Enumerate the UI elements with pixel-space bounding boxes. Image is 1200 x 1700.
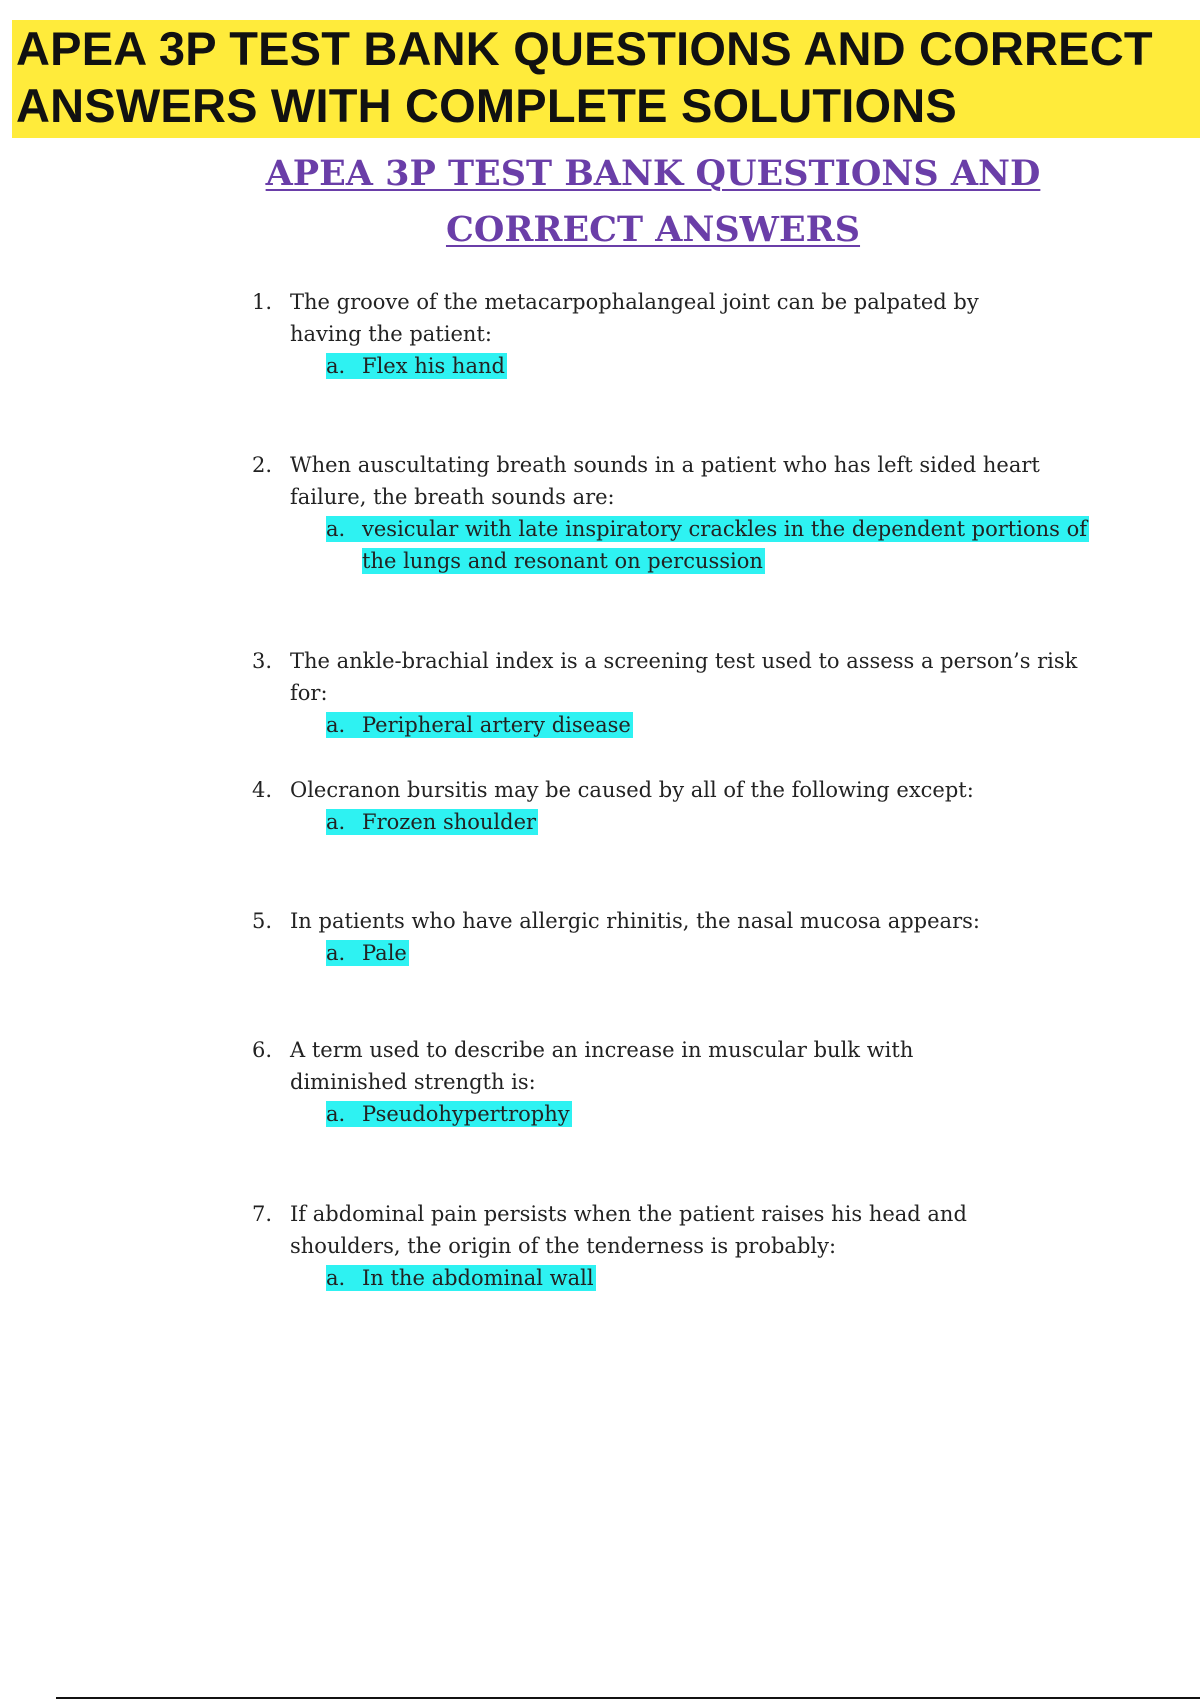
answer-letter: a. [326, 713, 346, 737]
document-title-line-1: APEA 3P TEST BANK QUESTIONS AND [265, 153, 1041, 194]
document-title [0, 146, 1200, 258]
answer-option [326, 513, 1102, 577]
footer-rule [56, 1697, 1200, 1699]
question-number: 2. [252, 453, 273, 477]
question-item [252, 1034, 1112, 1130]
question-text: A term used to describe an increase in muscular bulk with diminished strength is: [290, 1038, 914, 1094]
answer-letter: a. [326, 354, 346, 378]
question-item [252, 905, 1112, 969]
question-item [252, 1198, 1112, 1294]
answer-text: In the abdominal wall [362, 1266, 594, 1290]
answer-text: Pale [362, 941, 407, 965]
header-banner [12, 20, 1200, 138]
question-number: 3. [252, 649, 273, 673]
answer-text: Flex his hand [362, 354, 505, 378]
question-item [252, 449, 1112, 577]
question-number: 5. [252, 909, 273, 933]
question-number: 7. [252, 1202, 273, 1226]
banner-title-line-2: ANSWERS WITH COMPLETE SOLUTIONS [16, 79, 957, 132]
question-item [252, 645, 1112, 741]
answer-letter: a. [326, 941, 346, 965]
question-text: The groove of the metacarpophalangeal joint can be palpated by having the patient: [290, 290, 979, 346]
answer-text: Frozen shoulder [362, 810, 537, 834]
answer-text: vesicular with late inspiratory crackles in the dependent portions of the lungs and resonant on percussion [362, 517, 1088, 573]
question-text: The ankle-brachial index is a screening test used to assess a person’s risk for: [290, 649, 1078, 705]
question-number: 4. [252, 778, 273, 802]
question-item [252, 286, 1112, 382]
answer-option [326, 1262, 1112, 1294]
answer-option [326, 806, 1112, 838]
answer-option [326, 350, 1112, 382]
question-number: 1. [252, 290, 273, 314]
question-number: 6. [252, 1038, 273, 1062]
answer-letter: a. [326, 517, 346, 541]
question-item [252, 774, 1112, 838]
document-title-line-2: CORRECT ANSWERS [445, 209, 861, 250]
answer-letter: a. [326, 1266, 346, 1290]
question-text: If abdominal pain persists when the patient raises his head and shoulders, the origin of the tenderness is probably: [290, 1202, 967, 1258]
question-text: When auscultating breath sounds in a patient who has left sided heart failure, the breath sounds are: [290, 453, 1040, 509]
answer-letter: a. [326, 810, 346, 834]
banner-title-line-1: APEA 3P TEST BANK QUESTIONS AND CORRECT [16, 22, 1153, 75]
answer-option [326, 937, 1112, 969]
question-text: Olecranon bursitis may be caused by all of the following except: [290, 778, 974, 802]
answer-text: Peripheral artery disease [362, 713, 631, 737]
answer-letter: a. [326, 1102, 346, 1126]
answer-option [326, 709, 1112, 741]
question-text: In patients who have allergic rhinitis, the nasal mucosa appears: [290, 909, 980, 933]
answer-option [326, 1098, 1112, 1130]
answer-text: Pseudohypertrophy [362, 1102, 570, 1126]
